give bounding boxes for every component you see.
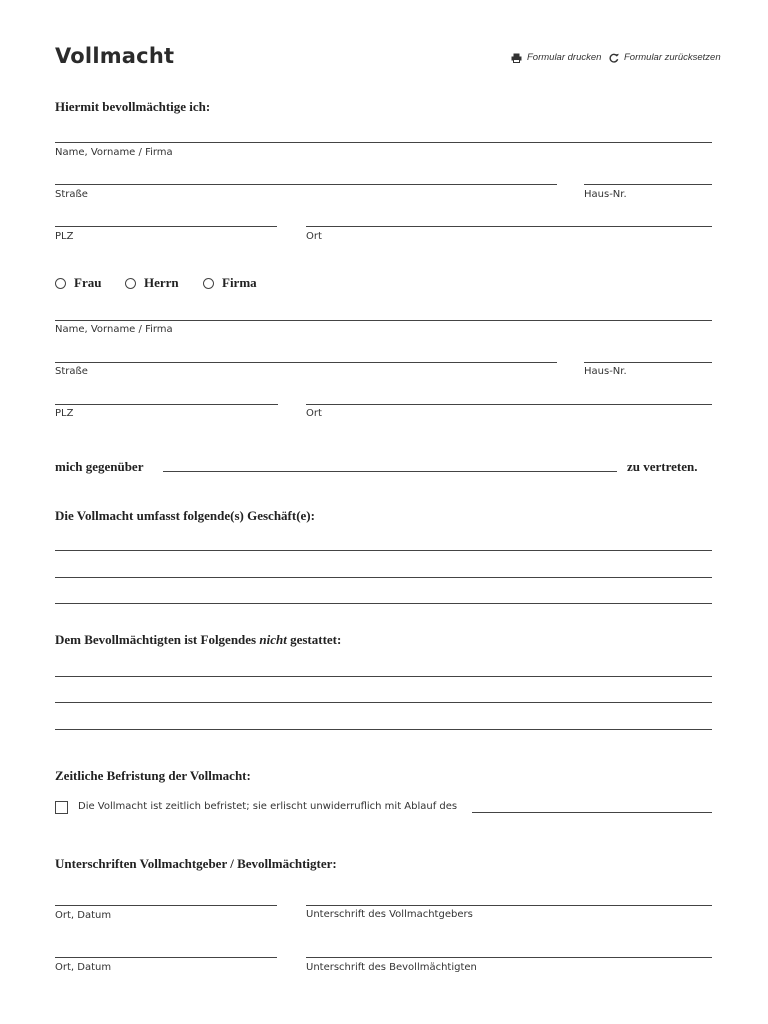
place-date-line-1 <box>55 905 277 906</box>
agent-zip-label: PLZ <box>55 408 74 419</box>
time-limit-date-line <box>472 812 712 813</box>
agent-street-line <box>55 362 557 363</box>
scope-line-2 <box>55 577 712 578</box>
restrictions-line-3 <box>55 729 712 730</box>
signature-authorizer-line <box>306 905 712 906</box>
authorizer-name-label: Name, Vorname / Firma <box>55 147 173 158</box>
restrictions-line-2 <box>55 702 712 703</box>
printer-icon <box>511 53 522 63</box>
authorizer-city-label: Ort <box>306 231 322 242</box>
represent-prefix: mich gegenüber <box>55 459 144 474</box>
time-limit-checkbox[interactable] <box>55 801 68 814</box>
radio-herrn[interactable] <box>125 275 179 291</box>
represent-party-line <box>163 471 617 472</box>
authorizer-city-line <box>306 226 712 227</box>
radio-circle[interactable] <box>55 278 66 289</box>
signature-agent-label: Unterschrift des Bevollmächtigten <box>306 962 477 973</box>
authorizer-street-line <box>55 184 557 185</box>
scope-line-3 <box>55 603 712 604</box>
authorizer-name-line <box>55 142 712 143</box>
radio-circle[interactable] <box>125 278 136 289</box>
agent-city-line <box>306 404 712 405</box>
signature-agent-line <box>306 957 712 958</box>
print-label: Formular drucken <box>527 52 602 63</box>
radio-circle[interactable] <box>203 278 214 289</box>
authorizer-zip-line <box>55 226 277 227</box>
place-date-label-1: Ort, Datum <box>55 910 112 921</box>
agent-house-line <box>584 362 712 363</box>
page-title: Vollmacht <box>55 44 175 68</box>
scope-line-1 <box>55 550 712 551</box>
place-date-line-2 <box>55 957 277 958</box>
signatures-heading: Unterschriften Vollmachtgeber / Bevollmächtigter: <box>55 856 337 871</box>
agent-zip-line <box>55 404 278 405</box>
agent-name-line <box>55 320 712 321</box>
restrictions-heading-post: gestattet: <box>286 632 342 647</box>
radio-label-frau: Frau <box>74 275 102 290</box>
time-limit-label: Die Vollmacht ist zeitlich befristet; sie erlischt unwiderruflich mit Ablauf des <box>78 801 458 812</box>
agent-name-label: Name, Vorname / Firma <box>55 324 173 335</box>
place-date-label-2: Ort, Datum <box>55 962 112 973</box>
agent-street-label: Straße <box>55 366 88 377</box>
represent-suffix: zu vertreten. <box>627 459 698 474</box>
time-limit-heading: Zeitliche Befristung der Vollmacht: <box>55 768 251 783</box>
authorizer-street-label: Straße <box>55 189 88 200</box>
signature-authorizer-label: Unterschrift des Vollmachtgebers <box>306 909 473 920</box>
agent-city-label: Ort <box>306 408 322 419</box>
restrictions-heading-pre: Dem Bevollmächtigten ist Folgendes <box>55 632 260 647</box>
radio-frau[interactable] <box>55 275 101 291</box>
authorizer-house-label: Haus-Nr. <box>584 189 627 200</box>
radio-label-firma: Firma <box>222 275 257 290</box>
reset-icon <box>609 53 619 63</box>
restrictions-line-1 <box>55 676 712 677</box>
authorizer-zip-label: PLZ <box>55 231 74 242</box>
agent-house-label: Haus-Nr. <box>584 366 627 377</box>
restrictions-heading <box>55 632 341 648</box>
scope-heading: Die Vollmacht umfasst folgende(s) Geschäft(e): <box>55 508 315 523</box>
restrictions-heading-em: nicht <box>259 632 287 647</box>
radio-label-herrn: Herrn <box>144 275 179 290</box>
authorizer-heading: Hiermit bevollmächtige ich: <box>55 99 211 114</box>
radio-firma[interactable] <box>203 275 257 291</box>
reset-button[interactable] <box>609 52 721 63</box>
authorizer-house-line <box>584 184 712 185</box>
reset-label: Formular zurücksetzen <box>624 52 721 63</box>
print-button[interactable] <box>511 52 601 63</box>
